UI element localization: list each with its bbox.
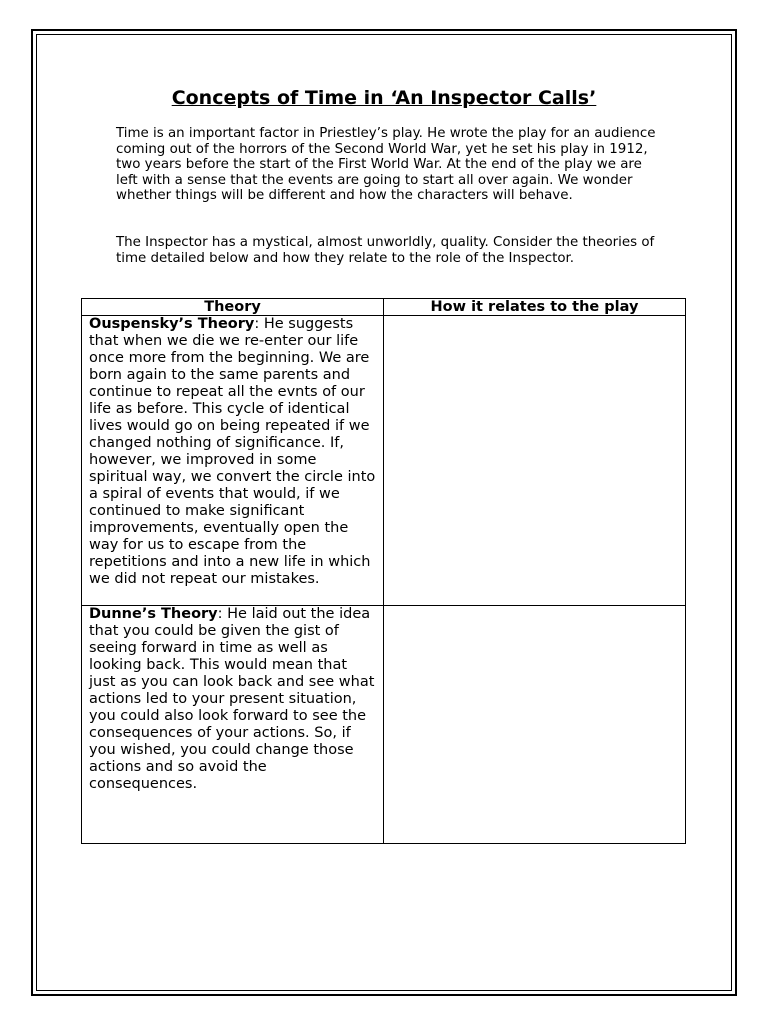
theory-name: Ouspensky’s Theory <box>89 316 255 332</box>
theory-description: : He suggests that when we die we re-enter our life once more from the beginning. We are born again to the same parents and continue to repeat all the evnts of our life as before. This cycle of identical lives would go on being repeated if we changed nothing of significance. If, however, we improved in some spiritual way, we convert the circle into a spiral of events that would, if we continued to make significant improvements, eventually open the way for us to escape from the repetitions and into a new life in which we did not repeat our mistakes. <box>89 316 376 587</box>
table-row <box>82 316 686 606</box>
table-header-row <box>82 299 686 316</box>
theory-cell <box>82 606 384 844</box>
relation-cell[interactable] <box>384 316 686 606</box>
relation-column-header: How it relates to the play <box>384 299 686 316</box>
relation-cell[interactable] <box>384 606 686 844</box>
intro-paragraph: The Inspector has a mystical, almost unworldly, quality. Consider the theories of time detailed below and how they relate to the role of the Inspector. <box>116 235 655 266</box>
page-title: Concepts of Time in ‘An Inspector Calls’ <box>171 87 597 109</box>
theory-column-header: Theory <box>82 299 384 316</box>
theory-description: : He laid out the idea that you could be given the gist of seeing forward in time as well as looking back. This would mean that just as you can look back and see what actions led to your present situation, you could also look forward to see the consequences of your actions. So, if you wished, you could change those actions and so avoid the consequences. <box>89 606 375 792</box>
intro-paragraph: Time is an important factor in Priestley’s play. He wrote the play for an audience coming out of the horrors of the Second World War, yet he set his play in 1912, two years before the start of the First World War. At the end of the play we are left with a sense that the events are going to start all over again. We wonder whether things will be different and how the characters will behave. <box>116 126 656 204</box>
theory-name: Dunne’s Theory <box>89 606 218 622</box>
theory-table <box>81 298 686 844</box>
theory-cell <box>82 316 384 606</box>
table-row <box>82 606 686 844</box>
